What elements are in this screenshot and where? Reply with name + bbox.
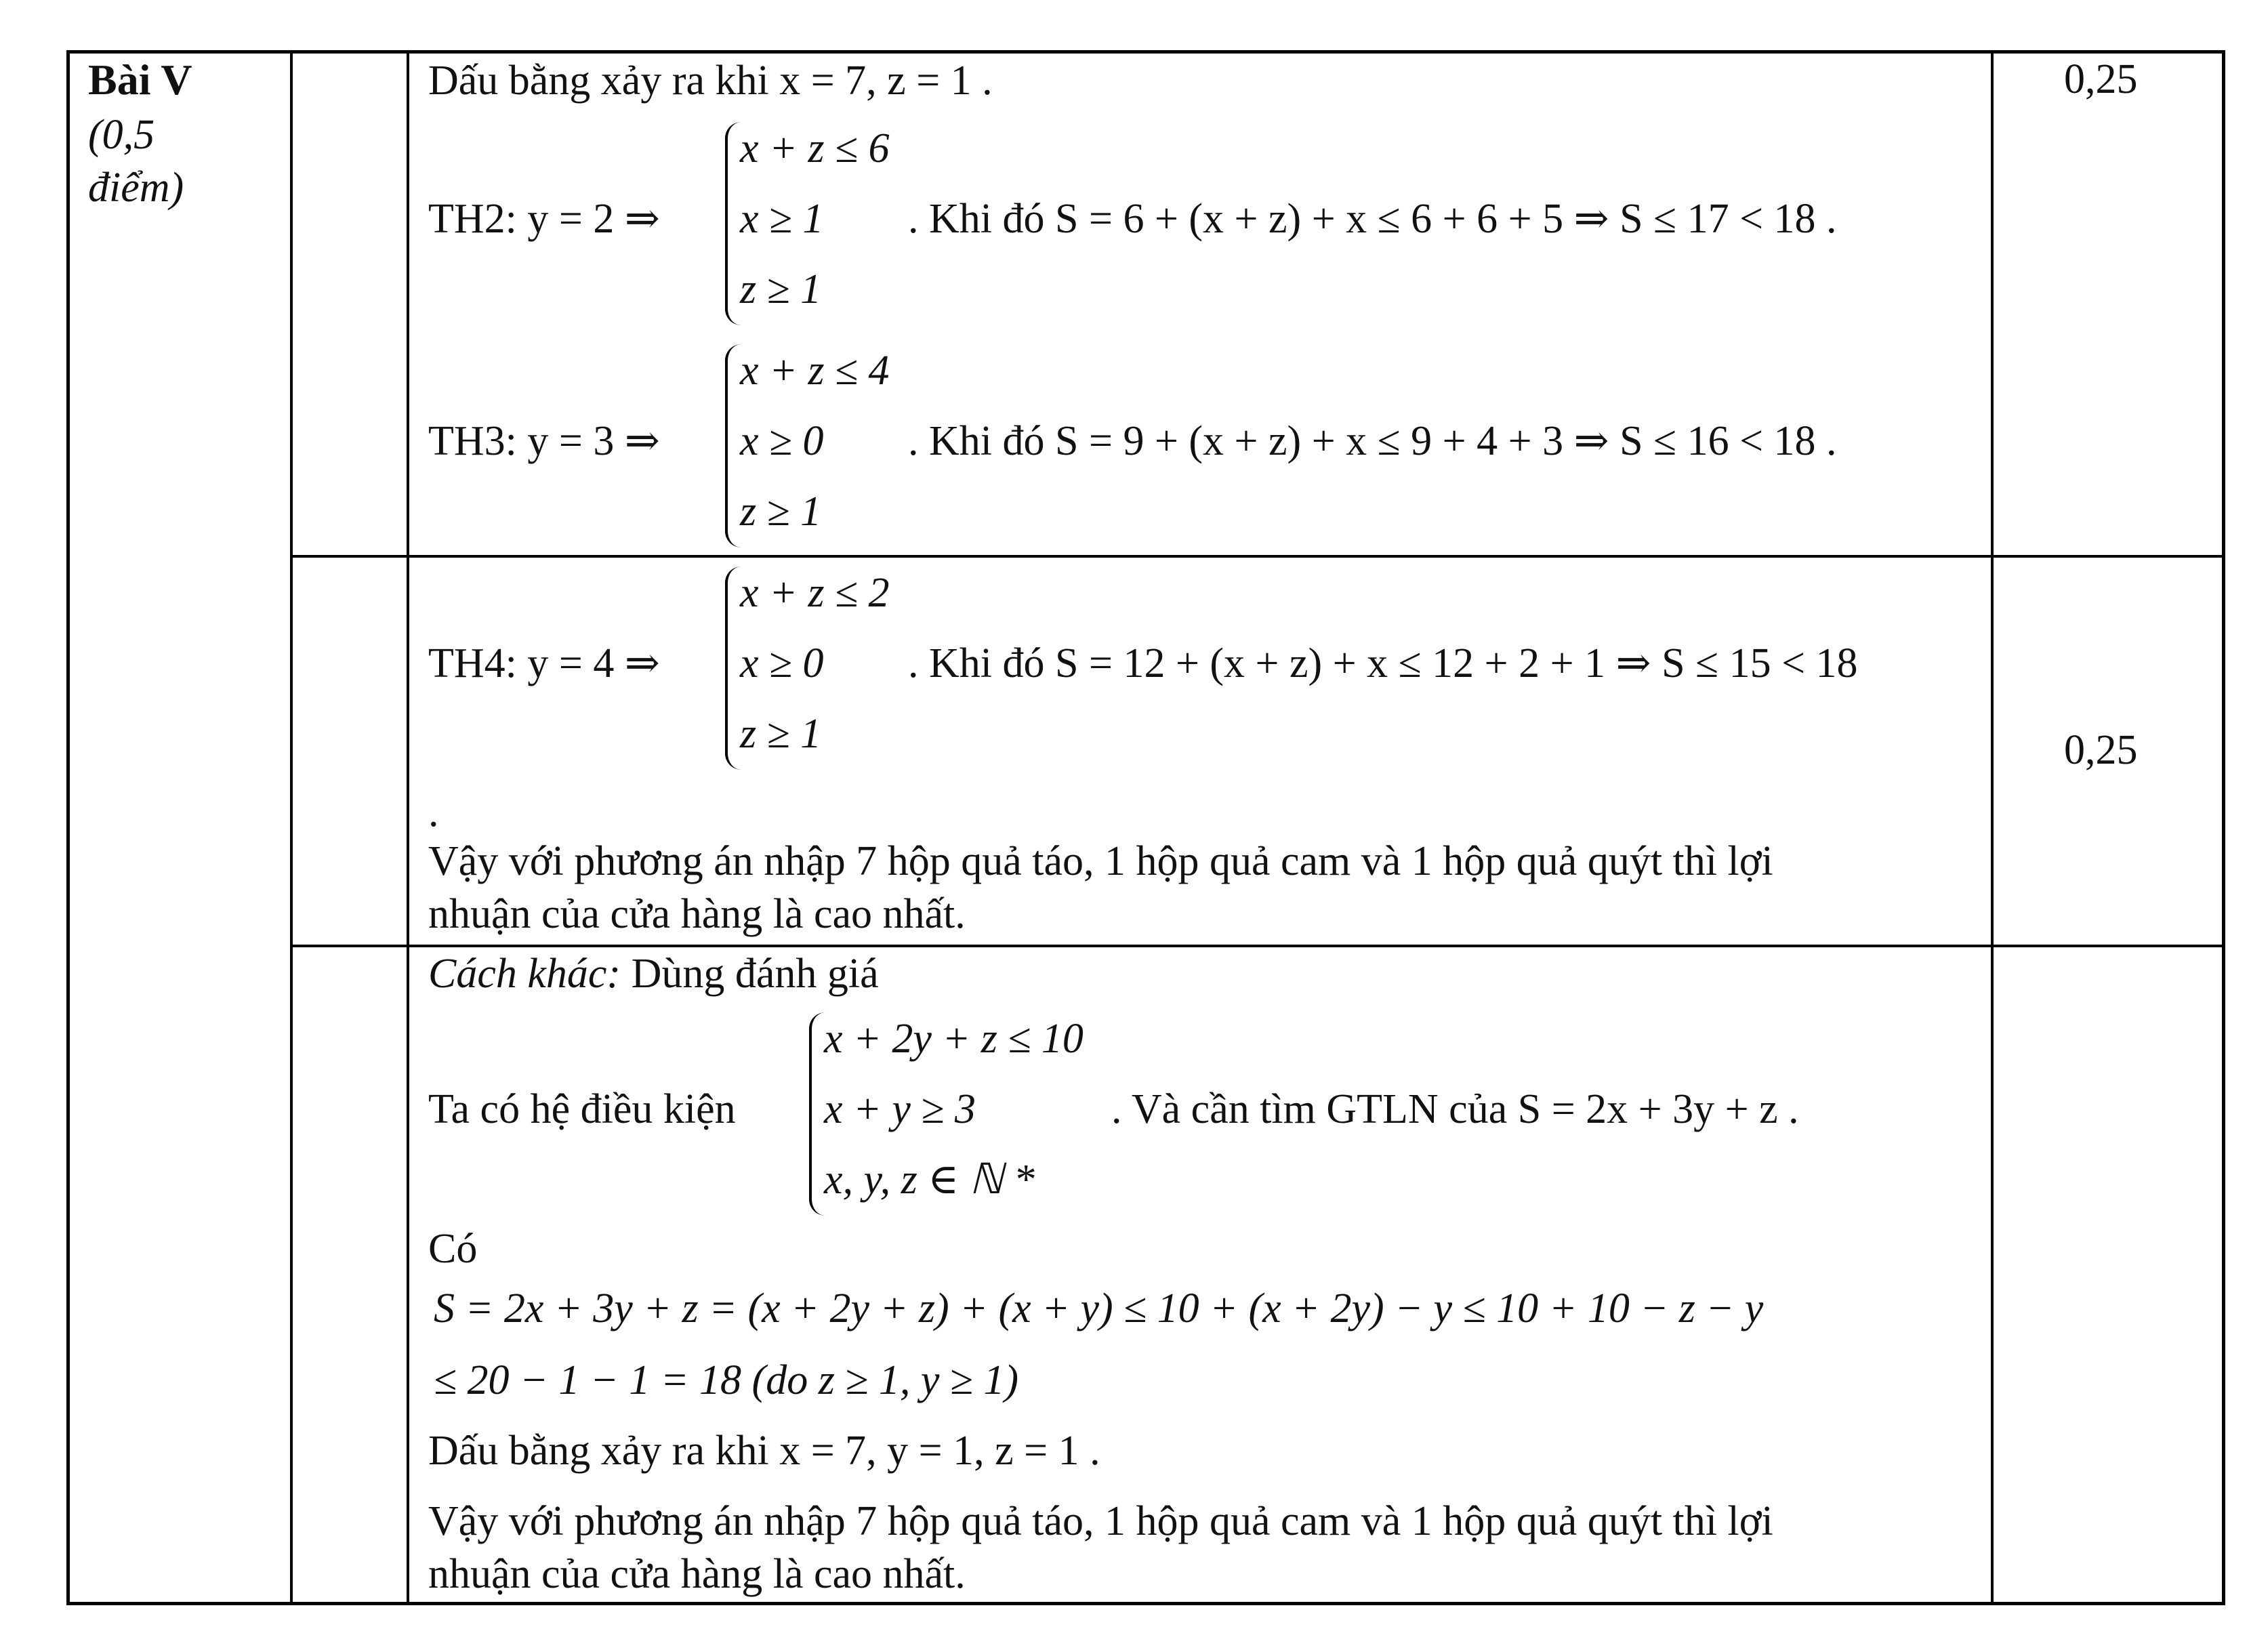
system-line-1: x + 2y + z ≤ 10	[824, 1016, 1084, 1062]
th4-sys-1: x + z ≤ 2	[740, 570, 890, 616]
alternative-text: Dùng đánh giá	[621, 951, 879, 997]
row-divider-2	[290, 945, 2225, 947]
conclusion-2-line-2: nhuận của cửa hàng là cao nhất.	[428, 1551, 966, 1597]
table-right-border	[2222, 50, 2225, 1605]
th3-brace	[725, 344, 741, 548]
system-line-3: x, y, z ∈ ℕ *	[824, 1157, 1035, 1203]
row-divider-1	[290, 555, 2225, 558]
derivation-line-1: S = 2x + 3y + z = (x + 2y + z) + (x + y) ≤ 10 + (x + 2y) − y ≤ 10 + 10 − z − y	[434, 1285, 1764, 1331]
th4-dot: .	[428, 789, 439, 835]
th2-sys-3: z ≥ 1	[740, 266, 822, 312]
equality-line-2: Dấu bằng xảy ra khi x = 7, y = 1, z = 1 .	[428, 1428, 1100, 1474]
th4-brace	[725, 566, 741, 770]
table-left-border	[66, 50, 70, 1605]
th4-sys-3: z ≥ 1	[740, 711, 822, 757]
conclusion-1-line-1: Vậy với phương án nhập 7 hộp quả táo, 1 hộp quả cam và 1 hộp quả quýt thì lợi	[428, 838, 1773, 884]
th3-label: TH3: y = 3 ⇒	[428, 418, 660, 464]
th3-sys-1: x + z ≤ 4	[740, 348, 890, 394]
th2-sys-2: x ≥ 1	[740, 196, 824, 242]
th4-sys-2: x ≥ 0	[740, 640, 824, 686]
th3-sys-2: x ≥ 0	[740, 418, 824, 464]
score-row-1: 0,25	[2064, 56, 2138, 102]
th4-tail: . Khi đó S = 12 + (x + z) + x ≤ 12 + 2 + 1 ⇒ S ≤ 15 < 18	[908, 640, 1858, 686]
table-bottom-border	[66, 1602, 2225, 1605]
col-divider-1	[290, 50, 293, 1605]
th2-sys-1: x + z ≤ 6	[740, 125, 890, 171]
th3-tail: . Khi đó S = 9 + (x + z) + x ≤ 9 + 4 + 3 ⇒ S ≤ 16 < 18 .	[908, 418, 1837, 464]
problem-title: Bài V	[88, 56, 192, 104]
system-line-2: x + y ≥ 3	[824, 1086, 976, 1132]
derivation-line-2: ≤ 20 − 1 − 1 = 18 (do z ≥ 1, y ≥ 1)	[434, 1357, 1019, 1403]
table-top-border	[66, 50, 2225, 54]
conclusion-2-line-1: Vậy với phương án nhập 7 hộp quả táo, 1 hộp quả cam và 1 hộp quả quýt thì lợi	[428, 1498, 1773, 1544]
th4-label: TH4: y = 4 ⇒	[428, 640, 660, 686]
co-label: Có	[428, 1226, 478, 1272]
system-label: Ta có hệ điều kiện	[428, 1086, 736, 1132]
th3-sys-3: z ≥ 1	[740, 489, 822, 535]
points-line-2: điểm)	[88, 165, 184, 211]
points-line-1: (0,5	[88, 112, 155, 158]
score-row-2: 0,25	[2064, 727, 2138, 773]
conclusion-1-line-2: nhuận của cửa hàng là cao nhất.	[428, 891, 966, 937]
system-brace	[809, 1012, 825, 1216]
alternative-label: Cách khác:	[428, 951, 621, 997]
col-divider-2	[407, 50, 409, 1605]
th2-tail: . Khi đó S = 6 + (x + z) + x ≤ 6 + 6 + 5 ⇒ S ≤ 17 < 18 .	[908, 196, 1837, 242]
col-divider-3	[1991, 50, 1994, 1605]
equality-line-1: Dấu bằng xảy ra khi x = 7, z = 1 .	[428, 58, 993, 104]
alternative-heading	[428, 953, 879, 995]
system-tail: . Và cần tìm GTLN của S = 2x + 3y + z .	[1111, 1086, 1799, 1132]
th2-brace	[725, 122, 741, 325]
th2-label: TH2: y = 2 ⇒	[428, 196, 660, 242]
